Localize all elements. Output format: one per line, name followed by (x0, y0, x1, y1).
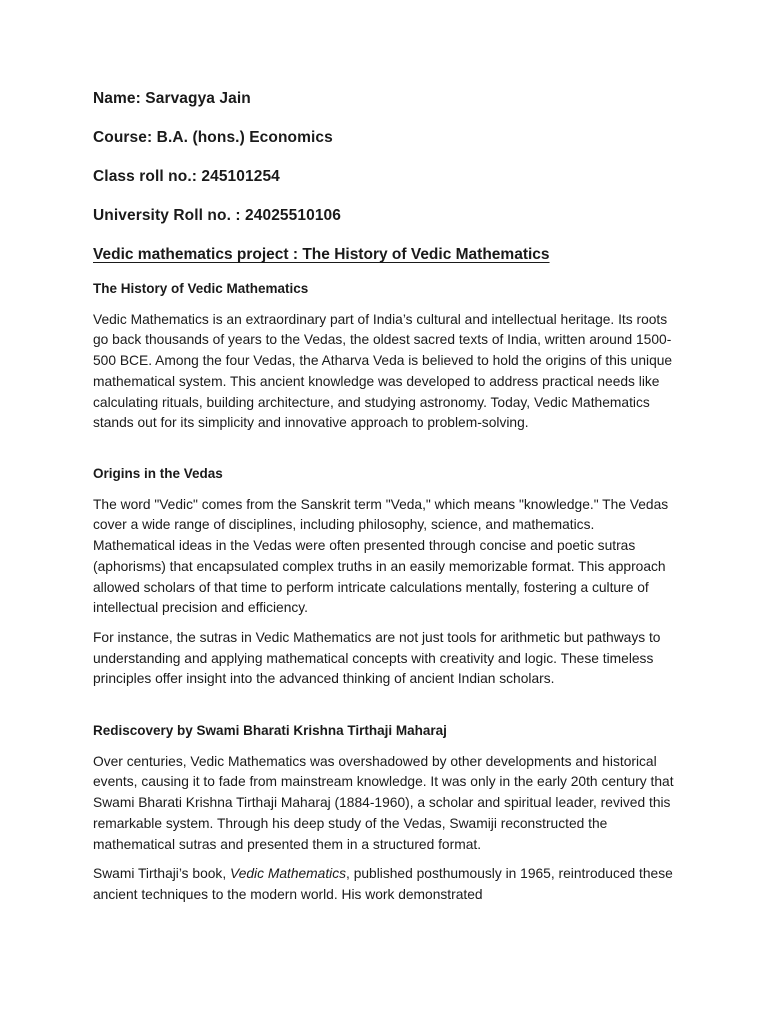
paragraph: For instance, the sutras in Vedic Mathematics are not just tools for arithmetic but pathways to understanding and applying mathematical concepts with creativity and logic. These timeless principles offer insight into the advanced thinking of ancient Indian scholars. (93, 629, 661, 687)
section-rediscovery (93, 721, 678, 906)
class-roll-number: Class roll no.: 245101254 (93, 168, 280, 185)
paragraph (93, 864, 678, 905)
university-roll-number: University Roll no. : 24025510106 (93, 207, 341, 224)
student-name: Name: Sarvagya Jain (93, 90, 251, 107)
paragraph-text: , published posthumously in 1965, reintroduced these ancient techniques to the modern world. His work demonstrated (93, 866, 673, 902)
section-origins (93, 464, 678, 690)
paragraph-text: Swami Tirthaji’s book, (93, 866, 230, 882)
section-heading: The History of Vedic Mathematics (93, 281, 309, 296)
book-title: Vedic Mathematics (230, 866, 347, 882)
section-history (93, 279, 678, 434)
student-course: Course: B.A. (hons.) Economics (93, 129, 333, 146)
project-title: Vedic mathematics project : The History of Vedic Mathematics (93, 246, 550, 263)
paragraph: Over centuries, Vedic Mathematics was overshadowed by other developments and historical events, causing it to fade from mainstream knowledge. It was only in the early 20th century that Swami Bharati Krishna Tirthaji Maharaj (1884-1960), a scholar and spiritual leader, revived this remarkable system. Through his deep study of the Vedas, Swamiji reconstructed the mathematical sutras and presented them in a structured format. (93, 753, 674, 852)
section-heading: Origins in the Vedas (93, 466, 223, 481)
paragraph: The word "Vedic" comes from the Sanskrit term "Veda," which means "knowledge." The Vedas cover a wide range of disciplines, including philosophy, science, and mathematics. Mathematical ideas in the Vedas were often presented through concise and poetic sutras (aphorisms) that encapsulated complex truths in an easily memorizable format. This approach allowed scholars of that time to perform intricate calculations mentally, fostering a culture of intellectual precision and efficiency. (93, 496, 669, 616)
section-heading: Rediscovery by Swami Bharati Krishna Tirthaji Maharaj (93, 723, 447, 738)
paragraph: Vedic Mathematics is an extraordinary part of India’s cultural and intellectual heritage. Its roots go back thousands of years to the Vedas, the oldest sacred texts of India, written around 1500-500 BCE. Among the four Vedas, the Atharva Veda is believed to hold the origins of this unique mathematical system. This ancient knowledge was developed to address practical needs like calculating rituals, building architecture, and studying astronomy. Today, Vedic Mathematics stands out for its simplicity and innovative approach to problem-solving. (93, 311, 673, 431)
